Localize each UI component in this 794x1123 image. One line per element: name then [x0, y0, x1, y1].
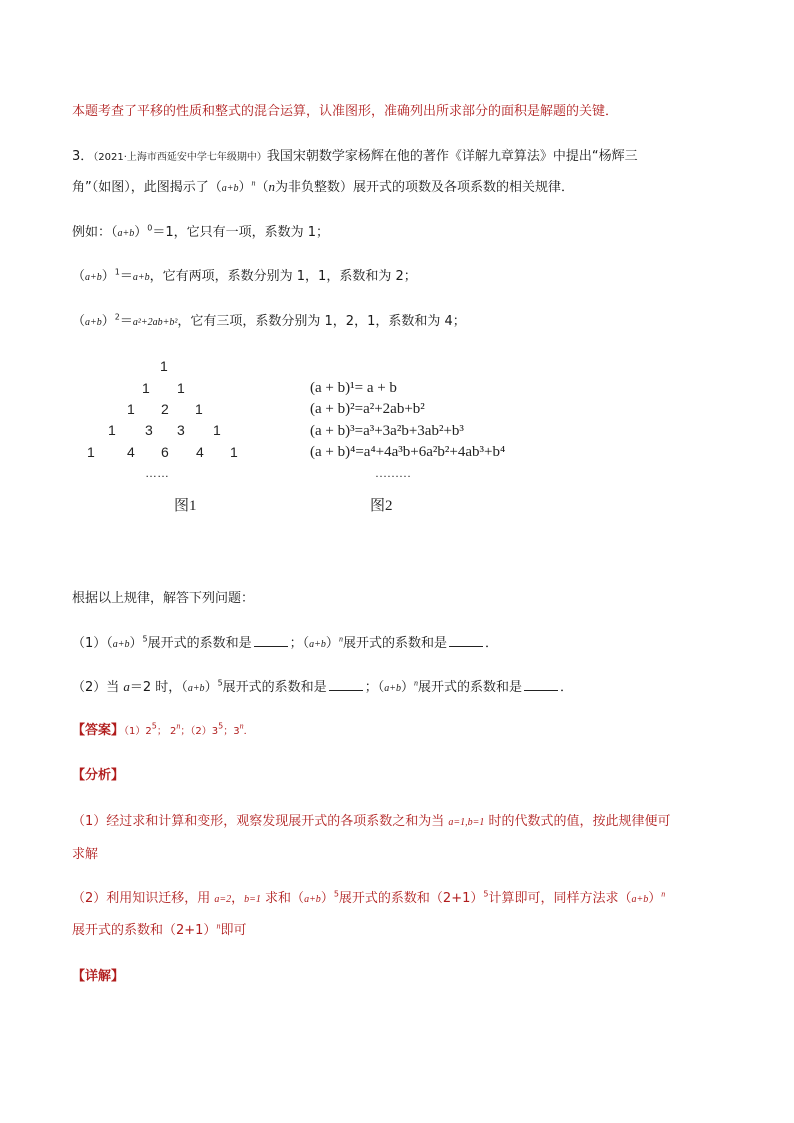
analysis-1-line-2: 求解 — [72, 847, 99, 862]
analysis-exponent: 5 — [483, 889, 489, 899]
example-exponent: 2 — [114, 312, 120, 322]
sub-question-1 — [72, 634, 498, 654]
triangle-cell: 6 — [161, 444, 169, 460]
triangle-cell: 3 — [177, 422, 185, 438]
q2-var: a — [123, 679, 130, 694]
q2-text: ） — [400, 680, 414, 695]
q2-text: ． — [559, 680, 573, 695]
q3-exponent-n: n — [251, 178, 256, 188]
example-text: 例如：（ — [72, 225, 118, 240]
figure-1-caption: 图1 — [174, 498, 197, 514]
analysis-ab: a+b — [631, 894, 649, 905]
analysis-text: （2）利用知识迁移，用 — [72, 891, 215, 906]
q2-text: ＝2 时，（ — [129, 680, 188, 695]
triangle-cell: 4 — [196, 444, 204, 460]
answer-blank[interactable] — [254, 634, 288, 647]
example-text: ） — [134, 225, 148, 240]
q1-text: 展开式的系数和是 — [342, 636, 447, 651]
triangle-cell: 1 — [177, 380, 185, 396]
q1-text: （1）（ — [72, 636, 113, 651]
answer-text: ； 2 — [156, 726, 177, 737]
q2-text: （2）当 — [72, 680, 124, 695]
analysis-text: ， — [231, 891, 245, 906]
q1-exponent: 5 — [142, 634, 148, 644]
analysis-var: b=1 — [244, 894, 261, 905]
example-0 — [72, 224, 329, 243]
detail-label: 【详解】 — [72, 969, 125, 984]
analysis-text: 求和（ — [260, 891, 305, 906]
answer-blank[interactable] — [449, 634, 483, 647]
answer-label: 【答案】 — [72, 723, 125, 738]
question-source: （2021·上海市西延安中学七年级期中） — [93, 152, 267, 163]
q1-text: ；（ — [289, 636, 310, 651]
answer-text: ；3 — [223, 726, 240, 737]
example-text: ＝ — [119, 269, 133, 284]
answer-blank[interactable] — [524, 678, 558, 691]
question-3-line-2 — [72, 178, 574, 198]
q1-ab: a+b — [112, 639, 130, 650]
question-3-line-1 — [72, 148, 638, 167]
analysis-text: 计算即可，同样方法求（ — [488, 891, 632, 906]
example-1: $(a+b)^1=a+b$，它有两项，系数分别为 1，1，系数和为 2； — [72, 267, 417, 284]
example-2: $(a+b)^2=a^2+2ab+b^2$，它有三项，系数分别为 1，2，1，系数和为 4； — [72, 312, 466, 329]
q1-exponent: n — [338, 634, 343, 644]
analysis-label: 【分析】 — [72, 768, 125, 783]
q2-ab: a+b — [187, 683, 205, 694]
q3-text-part: 为非负整数）展开式的项数及各项系数的相关规律． — [275, 180, 575, 195]
q2-exponent: 5 — [217, 678, 223, 688]
q1-text: ） — [325, 636, 339, 651]
q1-ab: a+b — [309, 639, 326, 650]
triangle-dots: …… — [145, 466, 169, 480]
sub-question-2 — [72, 678, 573, 698]
answer-text: ；（2）3 — [180, 726, 219, 737]
example-ab: a+b — [85, 272, 102, 283]
example-exponent: 1 — [114, 267, 120, 277]
analysis-var: a=2 — [214, 894, 232, 905]
example-rhs: a²+2ab+b² — [132, 317, 178, 328]
q2-text: 展开式的系数和是 — [417, 680, 522, 695]
triangle-cell: 1 — [195, 401, 203, 417]
figure-2-caption: 图2 — [370, 498, 393, 514]
analysis-exponent: 5 — [333, 889, 339, 899]
analysis-text: 展开式的系数和（2+1） — [72, 923, 217, 938]
triangle-cell: 1 — [160, 358, 168, 374]
example-rhs: a+b — [132, 272, 150, 283]
analysis-text: ） — [320, 891, 334, 906]
question-text-1: 我国宋朝数学家杨辉在他的著作《详解九章算法》中提出“杨辉三 — [266, 149, 638, 164]
analysis-2-line-2 — [72, 922, 246, 940]
triangle-cell: 2 — [161, 401, 169, 417]
analysis-1-line-1 — [72, 813, 671, 832]
answer-text: （1）2 — [124, 726, 152, 737]
q1-text: 展开式的系数和是 — [147, 636, 252, 651]
triangle-cell: 3 — [145, 422, 153, 438]
analysis-exponent: n — [661, 889, 666, 899]
triangle-cell: 4 — [127, 444, 135, 460]
triangle-cell: 1 — [127, 401, 135, 417]
triangle-cell: 1 — [142, 380, 150, 396]
expansion-line: (a + b)⁴=a⁴+4a³b+6a²b²+4ab³+b⁴ — [310, 444, 506, 460]
example-text: ，它有两项，系数分别为 1，1，系数和为 2； — [149, 269, 417, 284]
task-intro: 根据以上规律，解答下列问题： — [72, 591, 255, 606]
analysis-2-line-1 — [72, 890, 665, 909]
answer-text: ． — [243, 726, 254, 737]
answer-exponent: 5 — [151, 721, 157, 731]
answer-exponent: n — [239, 721, 244, 731]
analysis-text: 即可 — [220, 923, 247, 938]
q3-var-n: n — [268, 179, 276, 194]
analysis-text: 时的代数式的值，按此规律便可 — [484, 814, 671, 829]
expansion-line: (a + b)³=a³+3a²b+3ab²+b³ — [310, 423, 464, 439]
triangle-cell: 1 — [87, 444, 95, 460]
conclusion-text: 本题考查了平移的性质和整式的混合运算，认准图形，准确列出所求部分的面积是解题的关键． — [72, 104, 619, 119]
expansion-line: (a + b)²=a²+2ab+b² — [310, 401, 425, 417]
analysis-text: （1）经过求和计算和变形，观察发现展开式的各项系数之和为当 — [72, 814, 449, 829]
analysis-text: ） — [648, 891, 662, 906]
expansion-dots: ……… — [375, 466, 411, 480]
expansion-line: (a + b)¹= a + b — [310, 380, 397, 396]
answer-line — [72, 722, 254, 741]
analysis-condition: a=1,b=1 — [448, 817, 485, 828]
q2-text: 展开式的系数和是 — [222, 680, 327, 695]
triangle-cell: 1 — [108, 422, 116, 438]
answer-blank[interactable] — [329, 678, 363, 691]
q3-text-part: 角”（如图），此图揭示了（ — [72, 180, 222, 195]
example-ab: a+b — [85, 317, 102, 328]
example-ab: a+b — [117, 228, 135, 239]
analysis-text: 展开式的系数和（2+1） — [338, 891, 484, 906]
q3-text-part: （ — [255, 180, 269, 195]
example-text: ，它有三项，系数分别为 1，2，1，系数和为 4； — [177, 314, 466, 329]
answer-exponent: 5 — [218, 721, 224, 731]
example-text: ＝ — [119, 314, 133, 329]
question-number: 3． — [72, 149, 94, 164]
q2-exponent: n — [413, 678, 418, 688]
answer-exponent: n — [176, 721, 181, 731]
q3-text-part: ） — [238, 180, 252, 195]
triangle-cell: 1 — [230, 444, 238, 460]
q1-text: ） — [129, 636, 143, 651]
example-exponent: 0 — [147, 223, 153, 233]
triangle-cell: 1 — [213, 422, 221, 438]
q3-ab: a+b — [221, 183, 239, 194]
analysis-exponent: n — [216, 921, 221, 931]
analysis-ab: a+b — [304, 894, 321, 905]
q2-ab: a+b — [384, 683, 401, 694]
example-text: ＝1，它只有一项，系数为 1； — [152, 225, 330, 240]
q2-text: ） — [204, 680, 218, 695]
q2-text: ；（ — [364, 680, 385, 695]
q1-text: ． — [484, 636, 498, 651]
